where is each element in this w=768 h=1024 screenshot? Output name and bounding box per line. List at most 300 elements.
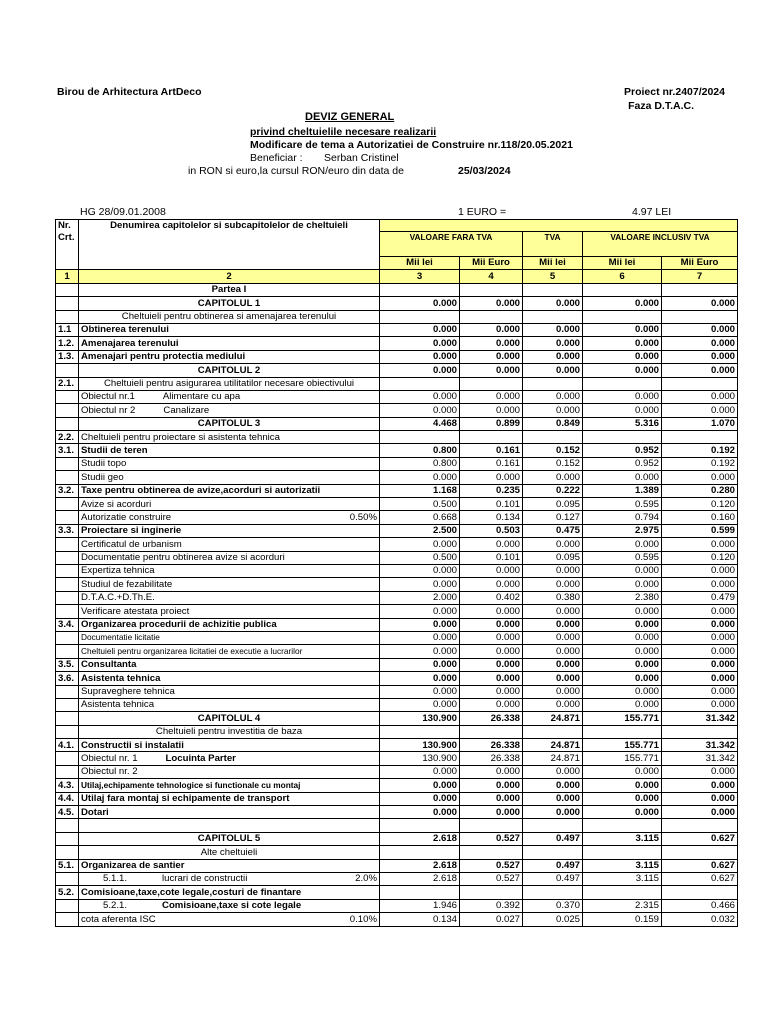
value-cell xyxy=(583,377,662,390)
row-number xyxy=(56,364,79,377)
value-cell: 0.000 xyxy=(583,297,662,310)
value-cell: 0.503 xyxy=(460,524,523,537)
value-cell: 0.595 xyxy=(583,498,662,511)
value-cell: 0.000 xyxy=(583,685,662,698)
row-description: Utilaj,echipamente tehnologice si functionale cu montaj xyxy=(79,779,380,792)
value-cell: 0.000 xyxy=(662,350,738,363)
row-description xyxy=(79,404,380,417)
value-cell: 0.000 xyxy=(380,297,460,310)
beneficiary-name: Serban Cristinel xyxy=(324,152,399,164)
value-cell: 0.152 xyxy=(523,457,583,470)
value-cell: 26.338 xyxy=(460,752,523,765)
table-row xyxy=(56,819,738,832)
value-cell: 1.070 xyxy=(662,417,738,430)
row-description: Studiul de fezabilitate xyxy=(79,578,380,591)
value-cell: 0.000 xyxy=(460,645,523,658)
value-cell xyxy=(380,846,460,859)
value-cell: 0.000 xyxy=(662,471,738,484)
value-cell: 0.000 xyxy=(460,578,523,591)
value-cell: 2.500 xyxy=(380,524,460,537)
value-cell: 0.370 xyxy=(523,899,583,912)
value-cell: 0.192 xyxy=(662,444,738,457)
fara-tva-header: VALOARE FARA TVA xyxy=(380,232,523,257)
value-cell: 0.000 xyxy=(583,471,662,484)
row-number xyxy=(56,872,79,885)
value-cell: 130.900 xyxy=(380,712,460,725)
value-cell: 1.168 xyxy=(380,484,460,497)
row-number xyxy=(56,538,79,551)
row-description xyxy=(79,511,380,524)
value-cell: 0.000 xyxy=(523,779,583,792)
table-header-row xyxy=(56,220,738,232)
row-description: Supraveghere tehnica xyxy=(79,685,380,698)
value-cell: 0.466 xyxy=(662,899,738,912)
value-cell xyxy=(460,819,523,832)
value-cell: 0.000 xyxy=(583,698,662,711)
row-description: Organizarea procedurii de achizitie publica xyxy=(79,618,380,631)
value-cell: 0.000 xyxy=(460,672,523,685)
value-cell: 0.402 xyxy=(460,591,523,604)
row-number: 3.2. xyxy=(56,484,79,497)
col-number: 2 xyxy=(79,270,380,283)
row-description: Comisioane,taxe,cote legale,costuri de finantare xyxy=(79,886,380,899)
row-description xyxy=(79,390,380,403)
value-cell: 0.497 xyxy=(523,872,583,885)
value-cell xyxy=(460,431,523,444)
value-cell: 0.000 xyxy=(583,631,662,644)
value-cell: 0.627 xyxy=(662,832,738,845)
value-cell: 0.160 xyxy=(662,511,738,524)
value-cell: 0.000 xyxy=(380,765,460,778)
row-label-secondary: lucrari de constructii xyxy=(162,873,248,885)
value-cell: 2.000 xyxy=(380,591,460,604)
table-row xyxy=(56,846,738,859)
value-cell: 0.000 xyxy=(380,618,460,631)
value-cell: 0.000 xyxy=(460,538,523,551)
value-cell xyxy=(460,846,523,859)
row-number: 1.1 xyxy=(56,323,79,336)
value-cell: 0.000 xyxy=(523,297,583,310)
value-cell xyxy=(380,819,460,832)
row-number xyxy=(56,698,79,711)
column-number-row xyxy=(56,270,738,283)
value-cell: 0.500 xyxy=(380,498,460,511)
value-cell: 0.000 xyxy=(662,698,738,711)
table-row xyxy=(56,484,738,497)
row-description: D.T.A.C.+D.Th.E. xyxy=(79,591,380,604)
value-cell xyxy=(583,846,662,859)
row-description: Cheltuieli pentru investitia de baza xyxy=(79,725,380,738)
value-cell xyxy=(662,283,738,296)
value-cell: 0.527 xyxy=(460,832,523,845)
value-cell: 0.000 xyxy=(583,337,662,350)
row-number: 3.1. xyxy=(56,444,79,457)
table-row xyxy=(56,377,738,390)
col-number: 4 xyxy=(460,270,523,283)
row-number xyxy=(56,819,79,832)
table-row xyxy=(56,591,738,604)
row-number: 5.1. xyxy=(56,859,79,872)
value-cell xyxy=(583,725,662,738)
value-cell: 0.475 xyxy=(523,524,583,537)
row-description: CAPITOLUL 2 xyxy=(79,364,380,377)
row-number: 3.5. xyxy=(56,658,79,671)
table-row xyxy=(56,631,738,644)
value-cell: 0.000 xyxy=(583,806,662,819)
row-number xyxy=(56,578,79,591)
table-row xyxy=(56,806,738,819)
value-cell: 0.000 xyxy=(380,806,460,819)
value-cell: 0.497 xyxy=(523,832,583,845)
document-subtitle: privind cheltuielile necesare realizarii xyxy=(250,126,437,138)
value-cell: 0.000 xyxy=(380,779,460,792)
row-number xyxy=(56,283,79,296)
row-label-secondary: Alimentare cu apa xyxy=(162,391,241,403)
table-row xyxy=(56,524,738,537)
unit-header: Mii lei xyxy=(583,257,662,270)
row-description: Partea I xyxy=(79,283,380,296)
table-row xyxy=(56,283,738,296)
table-row xyxy=(56,337,738,350)
value-cell xyxy=(662,377,738,390)
value-cell xyxy=(380,283,460,296)
row-label-secondary: Comisioane,taxe si cote legale xyxy=(162,900,302,912)
value-cell: 0.000 xyxy=(662,390,738,403)
value-cell: 26.338 xyxy=(460,739,523,752)
value-cell: 0.000 xyxy=(523,698,583,711)
value-cell: 3.115 xyxy=(583,832,662,845)
table-row xyxy=(56,913,738,926)
col-number: 6 xyxy=(583,270,662,283)
row-label: Obiectul nr 2 xyxy=(81,404,136,416)
value-cell: 0.134 xyxy=(460,511,523,524)
value-cell: 0.000 xyxy=(662,765,738,778)
currency-note: in RON si euro,la cursul RON/euro din data de xyxy=(188,165,404,177)
value-cell: 2.618 xyxy=(380,832,460,845)
row-description: Utilaj fara montaj si echipamente de transport xyxy=(79,792,380,805)
value-cell xyxy=(662,725,738,738)
value-cell xyxy=(583,283,662,296)
value-cell: 0.000 xyxy=(460,658,523,671)
value-cell: 0.000 xyxy=(523,337,583,350)
table-row xyxy=(56,390,738,403)
value-cell: 0.000 xyxy=(523,323,583,336)
value-cell xyxy=(662,846,738,859)
row-description: Studii de teren xyxy=(79,444,380,457)
value-cell: 0.899 xyxy=(460,417,523,430)
table-row xyxy=(56,498,738,511)
value-cell xyxy=(460,377,523,390)
value-cell: 0.222 xyxy=(523,484,583,497)
row-number xyxy=(56,725,79,738)
row-number: 4.3. xyxy=(56,779,79,792)
unit-header: Mii lei xyxy=(523,257,583,270)
value-cell: 0.000 xyxy=(523,350,583,363)
value-cell: 0.000 xyxy=(523,578,583,591)
value-cell: 0.000 xyxy=(523,538,583,551)
value-cell: 0.000 xyxy=(523,605,583,618)
unit-header: Mii lei xyxy=(380,257,460,270)
row-label: cota aferenta ISC xyxy=(81,913,156,925)
table-row xyxy=(56,310,738,323)
row-number xyxy=(56,899,79,912)
value-cell xyxy=(662,310,738,323)
value-cell: 2.315 xyxy=(583,899,662,912)
row-number xyxy=(56,605,79,618)
value-cell: 0.000 xyxy=(523,471,583,484)
table-row xyxy=(56,578,738,591)
value-cell: 0.000 xyxy=(380,337,460,350)
hg-reference: HG 28/09.01.2008 xyxy=(80,206,166,218)
row-description xyxy=(79,752,380,765)
value-cell: 0.500 xyxy=(380,551,460,564)
value-cell: 0.000 xyxy=(380,404,460,417)
row-description: Studii geo xyxy=(79,471,380,484)
row-description: Cheltuieli pentru obtinerea si amenajarea terenului xyxy=(79,310,380,323)
value-cell: 0.032 xyxy=(662,913,738,926)
value-cell: 0.000 xyxy=(583,350,662,363)
value-cell: 0.479 xyxy=(662,591,738,604)
value-cell: 0.000 xyxy=(662,605,738,618)
row-description: Organizarea de santier xyxy=(79,859,380,872)
value-cell: 2.618 xyxy=(380,859,460,872)
table-row xyxy=(56,444,738,457)
value-cell xyxy=(583,886,662,899)
table-row xyxy=(56,364,738,377)
row-percent: 2.0% xyxy=(355,873,377,885)
table-row xyxy=(56,645,738,658)
row-description: CAPITOLUL 1 xyxy=(79,297,380,310)
value-cell: 130.900 xyxy=(380,752,460,765)
row-description: Amenajarea terenului xyxy=(79,337,380,350)
unit-header: Mii Euro xyxy=(662,257,738,270)
crt-label: Crt. xyxy=(58,232,75,243)
tva-header: TVA xyxy=(523,232,583,257)
value-cell: 0.000 xyxy=(662,564,738,577)
table-row xyxy=(56,886,738,899)
row-description: Expertiza tehnica xyxy=(79,564,380,577)
value-cell: 0.000 xyxy=(583,672,662,685)
value-cell: 0.101 xyxy=(460,551,523,564)
value-cell: 0.000 xyxy=(460,297,523,310)
value-cell: 0.101 xyxy=(460,498,523,511)
value-cell: 0.120 xyxy=(662,551,738,564)
row-number xyxy=(56,417,79,430)
value-cell xyxy=(460,310,523,323)
value-cell: 0.134 xyxy=(380,913,460,926)
row-description: Cheltuieli pentru proiectare si asistenta tehnica xyxy=(79,431,380,444)
value-cell: 26.338 xyxy=(460,712,523,725)
value-cell: 0.849 xyxy=(523,417,583,430)
value-cell: 0.952 xyxy=(583,457,662,470)
value-cell: 0.000 xyxy=(523,404,583,417)
value-cell: 0.095 xyxy=(523,498,583,511)
value-cell: 0.000 xyxy=(380,471,460,484)
row-number xyxy=(56,685,79,698)
beneficiary-label: Beneficiar : xyxy=(250,152,303,164)
row-number xyxy=(56,832,79,845)
row-description: Asistenta tehnica xyxy=(79,698,380,711)
row-label: 5.2.1. xyxy=(103,900,128,912)
value-cell: 0.800 xyxy=(380,444,460,457)
value-cell: 0.000 xyxy=(583,765,662,778)
project-phase: Faza D.T.A.C. xyxy=(628,100,694,112)
value-cell: 0.000 xyxy=(662,631,738,644)
value-cell xyxy=(380,725,460,738)
table-row xyxy=(56,538,738,551)
value-cell: 0.000 xyxy=(583,564,662,577)
table-row xyxy=(56,297,738,310)
row-label-secondary: Canalizare xyxy=(163,404,210,416)
value-cell: 0.952 xyxy=(583,444,662,457)
value-cell: 0.000 xyxy=(380,578,460,591)
value-cell: 0.627 xyxy=(662,872,738,885)
value-cell: 2.975 xyxy=(583,524,662,537)
value-cell: 0.000 xyxy=(662,658,738,671)
value-cell: 0.000 xyxy=(460,323,523,336)
value-cell: 0.000 xyxy=(662,618,738,631)
value-cell: 0.000 xyxy=(662,578,738,591)
value-cell: 0.025 xyxy=(523,913,583,926)
value-cell: 0.000 xyxy=(380,645,460,658)
value-cell xyxy=(523,310,583,323)
value-cell: 0.000 xyxy=(460,806,523,819)
table-row xyxy=(56,779,738,792)
row-description xyxy=(79,872,380,885)
row-label: Obiectul nr. 1 xyxy=(81,752,138,764)
value-cell: 0.000 xyxy=(380,538,460,551)
table-row xyxy=(56,618,738,631)
value-cell: 0.000 xyxy=(460,364,523,377)
value-cell: 0.000 xyxy=(583,618,662,631)
value-cell: 0.000 xyxy=(460,631,523,644)
value-cell: 0.000 xyxy=(583,364,662,377)
value-cell: 0.000 xyxy=(583,605,662,618)
value-cell xyxy=(460,886,523,899)
row-description: Obtinerea terenului xyxy=(79,323,380,336)
value-cell: 31.342 xyxy=(662,752,738,765)
value-cell: 0.152 xyxy=(523,444,583,457)
value-cell: 0.000 xyxy=(583,779,662,792)
row-description: CAPITOLUL 4 xyxy=(79,712,380,725)
row-description xyxy=(79,819,380,832)
row-number xyxy=(56,457,79,470)
value-cell xyxy=(523,283,583,296)
value-cell xyxy=(523,819,583,832)
row-description: Studii topo xyxy=(79,457,380,470)
table-row xyxy=(56,457,738,470)
value-cell xyxy=(583,431,662,444)
yellow-header-top xyxy=(380,220,738,232)
value-cell: 0.000 xyxy=(380,350,460,363)
table-row xyxy=(56,859,738,872)
row-number: 4.5. xyxy=(56,806,79,819)
exchange-date: 25/03/2024 xyxy=(458,165,511,177)
value-cell: 155.771 xyxy=(583,712,662,725)
row-number xyxy=(56,511,79,524)
row-number xyxy=(56,846,79,859)
value-cell: 0.000 xyxy=(460,685,523,698)
row-number xyxy=(56,551,79,564)
table-row xyxy=(56,792,738,805)
table-row xyxy=(56,685,738,698)
value-cell: 0.668 xyxy=(380,511,460,524)
value-cell: 0.000 xyxy=(380,685,460,698)
row-number xyxy=(56,564,79,577)
value-cell: 0.000 xyxy=(460,390,523,403)
value-cell: 0.599 xyxy=(662,524,738,537)
row-description: Dotari xyxy=(79,806,380,819)
row-label-secondary: Locuinta Parter xyxy=(165,752,236,764)
table-row xyxy=(56,431,738,444)
value-cell: 0.000 xyxy=(460,337,523,350)
value-cell: 0.280 xyxy=(662,484,738,497)
row-number xyxy=(56,645,79,658)
value-cell: 31.342 xyxy=(662,739,738,752)
value-cell: 0.000 xyxy=(662,538,738,551)
value-cell: 0.000 xyxy=(583,792,662,805)
value-cell: 0.000 xyxy=(523,564,583,577)
value-cell: 0.161 xyxy=(460,444,523,457)
row-number: 4.1. xyxy=(56,739,79,752)
value-cell: 0.000 xyxy=(583,578,662,591)
value-cell xyxy=(523,431,583,444)
table-row xyxy=(56,511,738,524)
row-number xyxy=(56,390,79,403)
row-description: Amenajari pentru protectia mediului xyxy=(79,350,380,363)
row-percent: 0.10% xyxy=(349,913,377,925)
value-cell xyxy=(523,377,583,390)
table-row xyxy=(56,404,738,417)
euro-rate: 4.97 LEI xyxy=(632,206,672,218)
company-name: Birou de Arhitectura ArtDeco xyxy=(57,86,202,98)
table-row xyxy=(56,658,738,671)
row-number xyxy=(56,591,79,604)
value-cell xyxy=(662,819,738,832)
value-cell: 0.000 xyxy=(460,605,523,618)
value-cell: 0.000 xyxy=(662,792,738,805)
value-cell: 0.000 xyxy=(662,685,738,698)
table-row xyxy=(56,739,738,752)
row-number: 3.6. xyxy=(56,672,79,685)
row-description: Consultanta xyxy=(79,658,380,671)
value-cell: 0.000 xyxy=(662,404,738,417)
row-number xyxy=(56,752,79,765)
row-number: 3.4. xyxy=(56,618,79,631)
value-cell: 0.000 xyxy=(662,297,738,310)
value-cell: 0.192 xyxy=(662,457,738,470)
value-cell: 0.127 xyxy=(523,511,583,524)
incl-tva-header: VALOARE INCLUSIV TVA xyxy=(583,232,738,257)
col-number: 5 xyxy=(523,270,583,283)
row-number: 4.4. xyxy=(56,792,79,805)
col-number: 3 xyxy=(380,270,460,283)
value-cell: 0.000 xyxy=(523,672,583,685)
table-row xyxy=(56,471,738,484)
row-description: Certificatul de urbanism xyxy=(79,538,380,551)
row-description: Obiectul nr. 2 xyxy=(79,765,380,778)
value-cell xyxy=(583,310,662,323)
row-number: 1.2. xyxy=(56,337,79,350)
value-cell: 0.000 xyxy=(460,404,523,417)
nr-crt-header xyxy=(56,220,79,270)
row-number: 1.3. xyxy=(56,350,79,363)
value-cell: 0.000 xyxy=(583,658,662,671)
value-cell xyxy=(662,431,738,444)
table-row xyxy=(56,765,738,778)
value-cell: 0.800 xyxy=(380,457,460,470)
value-cell: 24.871 xyxy=(523,752,583,765)
